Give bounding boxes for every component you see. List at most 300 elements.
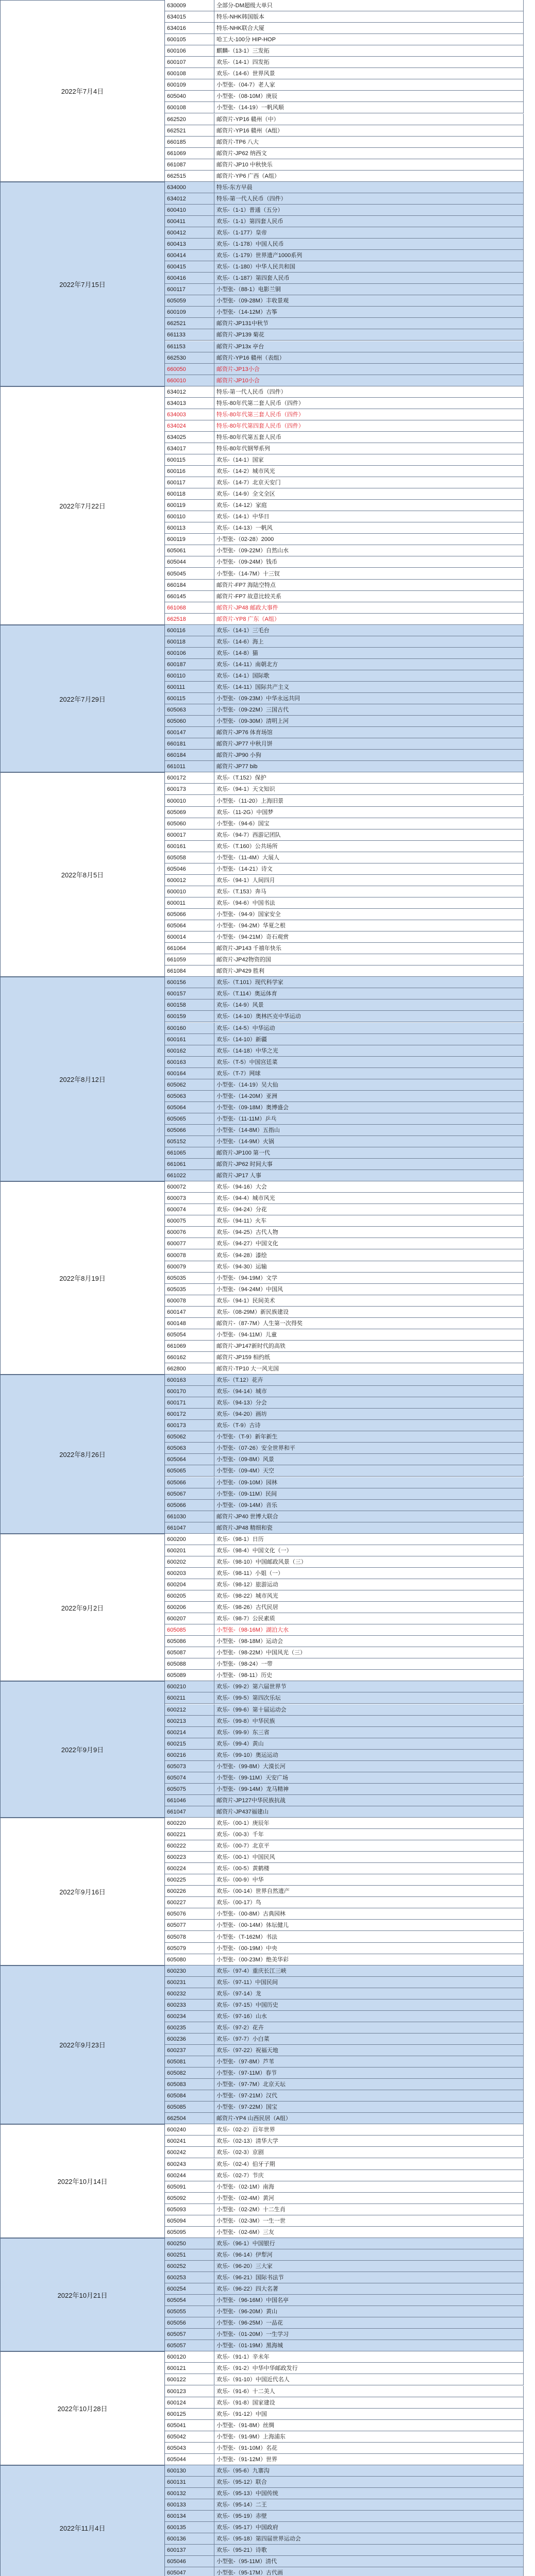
item-description: 哈工大-100分 HIP-HOP [214, 34, 524, 45]
date-cell: 2022年7月22日 [0, 386, 165, 625]
item-description: 小型张-（14-20M）亚洲 [214, 1091, 524, 1102]
item-description: 欢乐-（91-2）中华中华邮政发行 [214, 2363, 524, 2374]
item-description: 小型张-（09-30M）清明上河 [214, 716, 524, 727]
item-code: 600251 [165, 2249, 214, 2261]
item-description: 欢乐-（00-3）千年 [214, 1829, 524, 1840]
item-description: 邮资片-JP77 中秋月饼 [214, 738, 524, 750]
item-code: 600173 [165, 1420, 214, 1431]
item-code: 605058 [165, 852, 214, 863]
item-code: 605082 [165, 2067, 214, 2079]
item-description: 小型张-（98-16M）湖泊大水 [214, 1624, 524, 1636]
item-code: 600147 [165, 727, 214, 738]
date-cell: 2022年8月19日 [0, 1181, 165, 1375]
item-description: 邮资片-JP48 精细和瓷 [214, 1522, 524, 1534]
item-code: 600415 [165, 261, 214, 273]
item-description: 小型张-（07-26）安全世界和平 [214, 1443, 524, 1454]
item-description: 欢乐-（97-22）祝福天地 [214, 2045, 524, 2056]
item-description: 欢乐-（94-25）古代人物 [214, 1227, 524, 1238]
item-code: 605035 [165, 1273, 214, 1284]
item-code: 600171 [165, 1397, 214, 1409]
item-description: 邮资片-JP48 邮政大事件 [214, 602, 524, 614]
item-description: 小型张-（98-24）一带 [214, 1658, 524, 1670]
item-description: 欢乐-（1-178）中国人民币 [214, 239, 524, 250]
item-description: 小型张-（14-7M）十三钗 [214, 568, 524, 580]
item-code: 634012 [165, 193, 214, 205]
item-description: 小型张-（01-19M）黑海城 [214, 2340, 524, 2351]
item-code: 600115 [165, 454, 214, 466]
item-description: 小型张-（09-28M）丰收景观 [214, 295, 524, 307]
item-code: 600215 [165, 1738, 214, 1750]
item-description: 欢乐-（96-1）中国银行 [214, 2238, 524, 2249]
item-code: 600231 [165, 1977, 214, 1988]
item-description: 小型张-（02-1M）南海 [214, 2181, 524, 2193]
item-code: 605089 [165, 1670, 214, 1681]
item-code: 661022 [165, 1170, 214, 1181]
item-code: 600122 [165, 2374, 214, 2385]
item-code: 600124 [165, 2397, 214, 2409]
item-description: 邮资片-TP10 大一风光国 [214, 1363, 524, 1375]
item-code: 600411 [165, 216, 214, 227]
item-description: 欢乐-（14-1）国家 [214, 454, 524, 466]
item-code: 661047 [165, 1522, 214, 1534]
item-code: 661064 [165, 943, 214, 954]
item-description: 欢乐-（98-12）旅游运动 [214, 1579, 524, 1590]
item-code: 600106 [165, 648, 214, 659]
item-code: 634012 [165, 386, 214, 398]
item-code: 605060 [165, 716, 214, 727]
item-code: 600109 [165, 307, 214, 318]
item-code: 600227 [165, 1897, 214, 1908]
item-description: 欢乐-（95-19）赤壁 [214, 2511, 524, 2522]
item-description: 小型张-（11-4M）大展人 [214, 852, 524, 863]
item-code: 600108 [165, 68, 214, 79]
item-description: 欢乐-（11-2G）中国梦 [214, 807, 524, 818]
item-description: 欢乐-（1-1）普通（五分） [214, 205, 524, 216]
item-code: 600244 [165, 2170, 214, 2181]
item-code: 600235 [165, 2022, 214, 2033]
item-code: 661047 [165, 1806, 214, 1818]
item-code: 600206 [165, 1602, 214, 1613]
item-code: 600158 [165, 999, 214, 1011]
item-code: 600416 [165, 273, 214, 284]
item-code: 600254 [165, 2283, 214, 2295]
item-code: 600414 [165, 250, 214, 261]
item-code: 600137 [165, 2545, 214, 2556]
item-code: 605066 [165, 909, 214, 920]
item-description: 小型张-（00-19M）中央 [214, 1943, 524, 1954]
item-description: 特乐-NHK韩国版本 [214, 11, 524, 23]
item-description: 小型张-（91-10M）名花 [214, 2443, 524, 2454]
item-code: 605094 [165, 2215, 214, 2227]
item-description: 小型张-（91-8M）丝绸 [214, 2420, 524, 2431]
item-description: 欢乐-（14-12）家庭 [214, 500, 524, 511]
date-cell: 2022年8月26日 [0, 1375, 165, 1534]
item-code: 662521 [165, 318, 214, 329]
item-description: 麒麟-（13-1）三发拓 [214, 45, 524, 57]
item-description: 欢乐-（14-10）奥林匹克中华运动 [214, 1011, 524, 1022]
item-description: 小型张-（91-12M）世界 [214, 2454, 524, 2465]
item-description: 小型张-（94-2M）华夏之根 [214, 920, 524, 931]
item-description: 欢乐-（94-4）城市风光 [214, 1193, 524, 1204]
item-code: 605085 [165, 2102, 214, 2113]
item-code: 605059 [165, 295, 214, 307]
item-description: 欢乐-（95-12）联合 [214, 2477, 524, 2488]
item-description: 欢乐-（T.114）奥运体育 [214, 988, 524, 999]
item-code: 600211 [165, 1692, 214, 1704]
item-code: 605073 [165, 1761, 214, 1772]
item-code: 600221 [165, 1829, 214, 1840]
item-code: 605047 [165, 2567, 214, 2576]
item-code: 600135 [165, 2522, 214, 2533]
item-code: 600157 [165, 988, 214, 999]
item-code: 600207 [165, 1613, 214, 1624]
item-code: 600123 [165, 2386, 214, 2397]
item-code: 600125 [165, 2409, 214, 2420]
item-description: 欢乐-（02-7）节庆 [214, 2170, 524, 2181]
item-code: 605063 [165, 704, 214, 716]
item-description: 欢乐-（91-6）十二美人 [214, 2386, 524, 2397]
date-cell: 2022年10月14日 [0, 2124, 165, 2238]
item-description: 小型张-（94-19M）文学 [214, 1273, 524, 1284]
item-code: 605083 [165, 2079, 214, 2090]
item-code: 605062 [165, 1431, 214, 1443]
item-description: 欢乐-（14-11）南朝北方 [214, 659, 524, 670]
item-code: 605057 [165, 2329, 214, 2340]
item-code: 605078 [165, 1931, 214, 1943]
item-description: 欢乐-（95-21）诗歌 [214, 2545, 524, 2556]
item-code: 600410 [165, 205, 214, 216]
item-code: 605063 [165, 1443, 214, 1454]
item-code: 600010 [165, 886, 214, 897]
item-description: 小型张-（99-11M）天安广场 [214, 1772, 524, 1784]
item-code: 600115 [165, 693, 214, 704]
item-description: 欢乐-（14-10）新疆 [214, 1034, 524, 1045]
item-description: 小型张-（09-23M）中华永远共同 [214, 693, 524, 704]
item-description: 小型张-（91-9M）上海浦东 [214, 2431, 524, 2443]
item-description: 小型张-（96-16M）中国名亭 [214, 2295, 524, 2306]
item-description: 欢乐-（T.152）保护 [214, 772, 524, 784]
item-description: 小型张-（14-12M）古筝 [214, 307, 524, 318]
item-description: 邮资片-JP437福建山 [214, 1806, 524, 1818]
item-description: 小型张-（94-9）国家安全 [214, 909, 524, 920]
item-code: 661069 [165, 148, 214, 159]
item-code: 600017 [165, 829, 214, 841]
item-description: 小型张-（09-22M）三国古代 [214, 704, 524, 716]
item-code: 660185 [165, 137, 214, 148]
item-code: 605064 [165, 1102, 214, 1113]
item-description: 小型张-（14-19）吴大仙 [214, 1079, 524, 1091]
item-description: 小型张-（00-8M）古典园林 [214, 1908, 524, 1920]
item-description: 特乐-第一代人民币（四件） [214, 193, 524, 205]
item-description: 邮资片-JP76 体育场馆 [214, 727, 524, 738]
item-description: 邮资片-JP13小合 [214, 364, 524, 375]
item-code: 605084 [165, 2090, 214, 2102]
item-description: 特乐-80年代钢琴系列 [214, 443, 524, 454]
item-description: 欢乐-（98-26）古代民居 [214, 1602, 524, 1613]
item-code: 605055 [165, 2306, 214, 2317]
item-code: 600121 [165, 2363, 214, 2374]
item-description: 欢乐-（00-17）鸟 [214, 1897, 524, 1908]
item-code: 600234 [165, 2011, 214, 2022]
item-code: 600205 [165, 1590, 214, 1602]
item-description: 欢乐-（94-30）运输 [214, 1261, 524, 1273]
item-description: 欢乐-（94-20）画坊 [214, 1409, 524, 1420]
item-code: 600216 [165, 1750, 214, 1761]
item-description: 欢乐-（96-20）三大家 [214, 2261, 524, 2272]
item-description: 欢乐-（02-2）百年世界 [214, 2124, 524, 2136]
item-description: 欢乐-（97-7）小白菜 [214, 2033, 524, 2045]
item-code: 605046 [165, 2556, 214, 2567]
item-description: 小型张-（98-11）历史 [214, 1670, 524, 1681]
item-code: 605069 [165, 807, 214, 818]
item-description: 欢乐-（14-1）三毛台 [214, 625, 524, 636]
item-description: 邮资片-JP131中秋节 [214, 318, 524, 329]
item-description: 特乐-80年代第二套人民币（四件） [214, 398, 524, 409]
item-code: 600172 [165, 1409, 214, 1420]
item-description: 邮资片-JP429 胜利 [214, 965, 524, 977]
item-code: 630009 [165, 0, 214, 11]
item-code: 661069 [165, 1341, 214, 1352]
item-code: 605092 [165, 2193, 214, 2204]
item-description: 小型张-（02-4M）黄河 [214, 2193, 524, 2204]
item-description: 邮资片-JP147新时代的高铁 [214, 1341, 524, 1352]
item-code: 600253 [165, 2272, 214, 2283]
item-code: 634015 [165, 11, 214, 23]
item-description: 欢乐-（97-14）龙 [214, 1988, 524, 1999]
item-description: 小型张-（99-14M）龙马精神 [214, 1784, 524, 1795]
item-description: 小型张-（97-7M）北京天坛 [214, 2079, 524, 2090]
item-description: 邮资片-JP42物资的国 [214, 954, 524, 965]
item-code: 600230 [165, 1965, 214, 1977]
item-description: 小型张-（94-24M）中国风 [214, 1284, 524, 1295]
item-code: 605062 [165, 1079, 214, 1091]
item-description: 邮资片-FP7 故意比较关系 [214, 591, 524, 602]
item-code: 600136 [165, 2533, 214, 2545]
item-code: 600226 [165, 1886, 214, 1897]
item-code: 600107 [165, 57, 214, 68]
item-description: 欢乐-（14-6）海上 [214, 636, 524, 648]
item-description: 小型张-（98-22M）中国风光（三） [214, 1647, 524, 1658]
item-description: 欢乐-（99-4）黄山 [214, 1738, 524, 1750]
item-code: 605086 [165, 1636, 214, 1647]
item-code: 600134 [165, 2511, 214, 2522]
item-code: 600241 [165, 2136, 214, 2147]
item-code: 605066 [165, 1500, 214, 1511]
item-code: 660145 [165, 591, 214, 602]
item-code: 600243 [165, 2159, 214, 2170]
item-description: 小型张-（97-22M）国宝 [214, 2102, 524, 2113]
item-description: 小型张-（01-20M）一生学习 [214, 2329, 524, 2340]
item-description: 欢乐-（96-21）国际书法节 [214, 2272, 524, 2283]
item-description: 欢乐-（14-13）一帆风 [214, 522, 524, 534]
item-description: 欢乐-（00-14）世界自然遗产 [214, 1886, 524, 1897]
item-code: 600187 [165, 659, 214, 670]
item-code: 661030 [165, 1511, 214, 1522]
item-code: 661046 [165, 1795, 214, 1806]
item-description: 欢乐-（95-6）九寨沟 [214, 2465, 524, 2477]
item-description: 小型张-（11-11M）乒乓 [214, 1113, 524, 1125]
item-description: 欢乐-（94-16）大会 [214, 1181, 524, 1193]
item-code: 662518 [165, 614, 214, 625]
item-code: 605040 [165, 91, 214, 102]
item-description: 欢乐-（97-2）花卉 [214, 2022, 524, 2033]
item-code: 600412 [165, 227, 214, 239]
item-code: 600131 [165, 2477, 214, 2488]
date-cell: 2022年10月28日 [0, 2351, 165, 2465]
item-code: 661059 [165, 954, 214, 965]
item-code: 600161 [165, 1034, 214, 1045]
item-code: 634016 [165, 23, 214, 34]
item-description: 欢乐-（98-1）日历 [214, 1534, 524, 1545]
item-code: 605152 [165, 1136, 214, 1147]
item-description: 邮资片-JP62 纳西文 [214, 148, 524, 159]
date-cell: 2022年9月9日 [0, 1681, 165, 1818]
item-code: 661065 [165, 1147, 214, 1159]
item-description: 小型张-（04-7）老人家 [214, 79, 524, 91]
item-code: 600106 [165, 45, 214, 57]
item-description: 欢乐-（96-22）四大名著 [214, 2283, 524, 2295]
item-code: 600222 [165, 1840, 214, 1852]
item-description: 欢乐-（91-10）中国近代名人 [214, 2374, 524, 2385]
item-description: 欢乐-（94-1）天文知识 [214, 784, 524, 795]
item-description: 邮资片-JP62 时间大事 [214, 1159, 524, 1170]
item-description: 欢乐-（94-24）分花 [214, 1204, 524, 1215]
item-code: 605046 [165, 863, 214, 875]
item-description: 小型张-（95-11M）清代 [214, 2556, 524, 2567]
item-code: 605044 [165, 2454, 214, 2465]
item-code: 661087 [165, 159, 214, 171]
item-description: 欢乐-（94-6）中国书法 [214, 897, 524, 909]
item-code: 600223 [165, 1852, 214, 1863]
item-description: 邮资片-JP13x 亭台 [214, 341, 524, 352]
item-code: 605080 [165, 1954, 214, 1965]
item-code: 600162 [165, 1045, 214, 1057]
item-code: 634003 [165, 409, 214, 420]
date-cell: 2022年10月21日 [0, 2238, 165, 2352]
item-description: 小型张-（98-18M）运动会 [214, 1636, 524, 1647]
item-description: 小型张-（02-2M）十二生肖 [214, 2204, 524, 2215]
item-code: 600225 [165, 1874, 214, 1886]
date-cell: 2022年7月4日 [0, 0, 165, 182]
item-description: 欢乐-（98-7）公民素质 [214, 1613, 524, 1624]
item-description: 小型张-（T-162M）书法 [214, 1931, 524, 1943]
item-code: 600077 [165, 1238, 214, 1249]
item-description: 小型张-（95-17M）古代画 [214, 2567, 524, 2576]
item-description: 邮资片-YP16 赣州（A组） [214, 125, 524, 137]
item-code: 600110 [165, 670, 214, 682]
item-code: 600224 [165, 1863, 214, 1874]
item-code: 605093 [165, 2204, 214, 2215]
item-code: 600237 [165, 2045, 214, 2056]
item-description: 欢乐-（94-28）漆绘 [214, 1250, 524, 1261]
item-code: 661133 [165, 329, 214, 341]
item-description: 欢乐-（1-179）世界遗产1000系列 [214, 250, 524, 261]
item-description: 小型张-（99-8M）大漠长河 [214, 1761, 524, 1772]
item-code: 660184 [165, 750, 214, 761]
item-code: 605065 [165, 1465, 214, 1477]
item-description: 欢乐-（99-10）奥运运动 [214, 1750, 524, 1761]
date-cell: 2022年8月12日 [0, 977, 165, 1181]
item-description: 欢乐-（98-10）中国邮政风景（三） [214, 1556, 524, 1568]
item-code: 605077 [165, 1920, 214, 1931]
item-description: 邮资片-TP6 八大 [214, 137, 524, 148]
item-description: 欢乐-（95-13）中国传统 [214, 2488, 524, 2499]
item-description: 欢乐-（14-5）中华运动 [214, 1023, 524, 1034]
item-code: 661068 [165, 602, 214, 614]
item-description: 欢乐-（91-8）国家建设 [214, 2397, 524, 2409]
item-description: 欢乐-（02-3）京剧 [214, 2147, 524, 2158]
item-code: 600147 [165, 1307, 214, 1318]
item-code: 600240 [165, 2124, 214, 2136]
item-code: 605066 [165, 1125, 214, 1136]
item-description: 欢乐-（14-1）四发拓 [214, 57, 524, 68]
item-description: 欢乐-（14-1）国际歌 [214, 670, 524, 682]
item-description: 欢乐-（98-4）中国文化（一） [214, 1545, 524, 1556]
item-description: 欢乐-（99-5）第四次乐坛 [214, 1692, 524, 1704]
item-description: 邮资片-JP10 中秋快乐 [214, 159, 524, 171]
item-description: 欢乐-（95-17）中国政府 [214, 2522, 524, 2533]
item-description: 欢乐-（00-7）北京平 [214, 1840, 524, 1852]
item-description: 特乐-东方早晨 [214, 182, 524, 193]
item-description: 小型张-（97-11M）春节 [214, 2067, 524, 2079]
item-code: 600078 [165, 1250, 214, 1261]
item-code: 600220 [165, 1818, 214, 1829]
item-description: 欢乐-（08-29M）新民族建设 [214, 1307, 524, 1318]
item-code: 661153 [165, 341, 214, 352]
item-code: 600113 [165, 522, 214, 534]
item-code: 662515 [165, 171, 214, 182]
item-description: 小型张-（14-8M）五指山 [214, 1125, 524, 1136]
item-description: 欢乐-（T-7）网球 [214, 1068, 524, 1079]
item-code: 660181 [165, 738, 214, 750]
item-code: 605043 [165, 2443, 214, 2454]
item-code: 600236 [165, 2033, 214, 2045]
item-code: 600212 [165, 1704, 214, 1716]
item-code: 661011 [165, 761, 214, 772]
item-code: 600148 [165, 1318, 214, 1329]
item-description: 欢乐-（99-6）第十届运动会 [214, 1704, 524, 1716]
item-description: 欢乐-（94-1）人间四月 [214, 875, 524, 886]
item-code: 661061 [165, 1159, 214, 1170]
item-description: 欢乐-（99-9）东三省 [214, 1727, 524, 1738]
item-code: 600163 [165, 1057, 214, 1068]
item-code: 600010 [165, 795, 214, 807]
item-description: 欢乐-（94-13）分会 [214, 1397, 524, 1409]
item-code: 605075 [165, 1784, 214, 1795]
item-description: 欢乐-（T-9）古诗 [214, 1420, 524, 1431]
item-description: 小型张-（02-6M）三友 [214, 2227, 524, 2238]
item-description: 小型张-（94-21M）奇石观赏 [214, 931, 524, 943]
item-code: 600118 [165, 488, 214, 500]
item-code: 605057 [165, 2340, 214, 2351]
item-code: 600210 [165, 1681, 214, 1692]
item-description: 小型张-（09-4M）天空 [214, 1465, 524, 1477]
item-code: 600072 [165, 1181, 214, 1193]
item-code: 600232 [165, 1988, 214, 1999]
item-description: 小型张-（11-20）上海旧景 [214, 795, 524, 807]
item-code: 600119 [165, 534, 214, 545]
item-description: 邮资片-（87-7M）人生第一次得奖 [214, 1318, 524, 1329]
item-description: 特乐-80年代第四套人民币（四件） [214, 420, 524, 432]
item-description: 特乐-NHK联合大厦 [214, 23, 524, 34]
item-description: 欢乐-（97-4）重庆长江三峡 [214, 1965, 524, 1977]
item-code: 600075 [165, 1215, 214, 1227]
item-description: 小型张-（94-6）国宝 [214, 818, 524, 829]
item-code: 660050 [165, 364, 214, 375]
item-code: 662800 [165, 1363, 214, 1375]
item-code: 600213 [165, 1716, 214, 1727]
item-description: 邮资片-JP139 菊花 [214, 329, 524, 341]
